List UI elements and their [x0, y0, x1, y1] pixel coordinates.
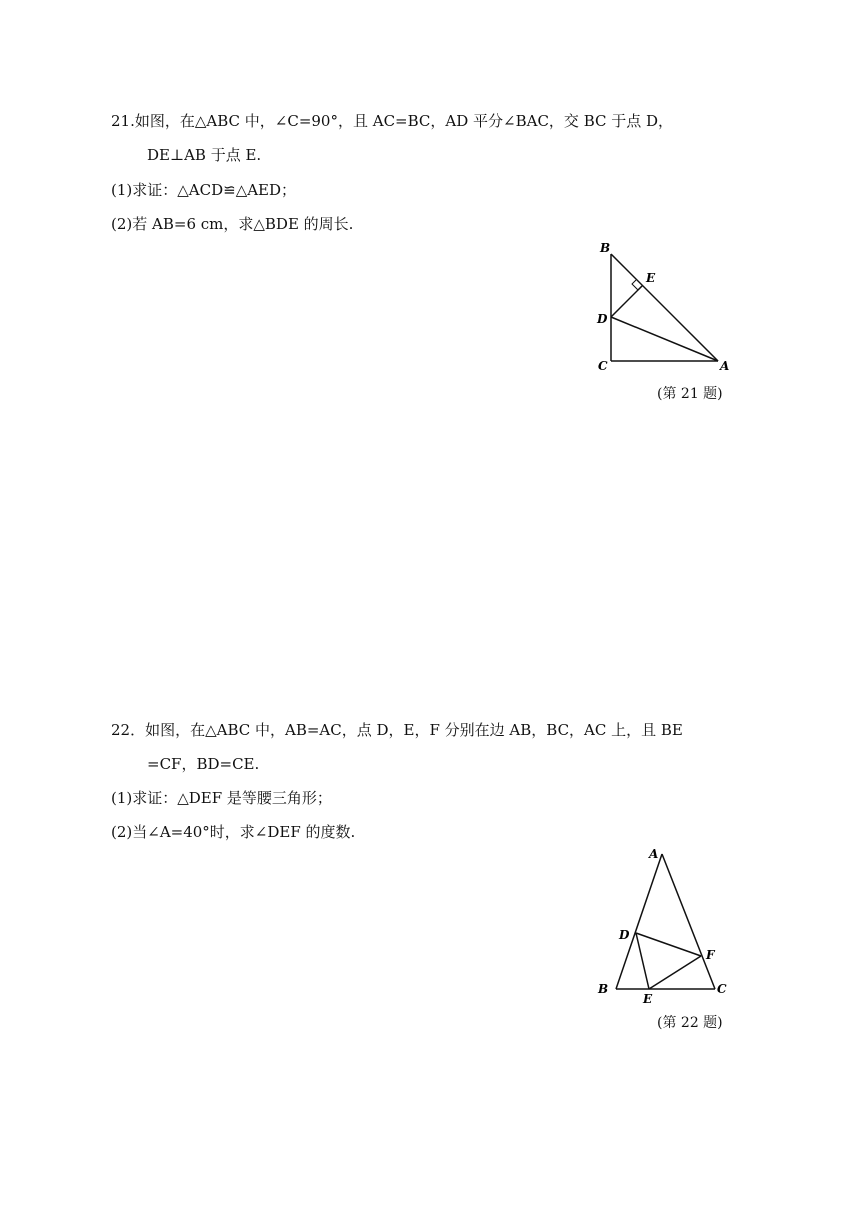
- segment-de: [611, 286, 642, 317]
- label-d: D: [597, 312, 608, 326]
- label-d: D: [619, 928, 630, 942]
- segment-ef: [649, 956, 701, 989]
- problem-21-figure: [590, 236, 740, 381]
- problem-21-part2: (2)若 AB=6 cm，求△BDE 的周长.: [111, 215, 354, 233]
- problem-21-statement-line2: DE⊥AB 于点 E.: [147, 146, 262, 164]
- label-f: F: [706, 948, 715, 962]
- problem-21-statement-line1: 21.如图，在△ABC 中，∠C=90°，且 AC=BC，AD 平分∠BAC，交 BC 于点 D，: [111, 112, 674, 130]
- label-c: C: [598, 359, 608, 373]
- segment-ab: [611, 254, 718, 361]
- segment-df: [636, 933, 701, 956]
- problem-22-figure: [590, 840, 740, 1010]
- segment-ad: [611, 317, 718, 361]
- segment-ab: [616, 854, 662, 989]
- label-c: C: [717, 982, 727, 996]
- label-e: E: [646, 271, 656, 285]
- problem-22-statement-line1: 22．如图，在△ABC 中，AB=AC，点 D，E，F 分别在边 AB，BC，AC 上，且 BE: [111, 721, 683, 739]
- segment-ac: [662, 854, 715, 989]
- label-e: E: [643, 992, 653, 1006]
- label-a: A: [720, 359, 730, 373]
- label-a: A: [649, 847, 659, 861]
- problem-22-part2: (2)当∠A=40°时，求∠DEF 的度数.: [111, 823, 356, 841]
- problem-21-part1: (1)求证：△ACD≌△AED；: [111, 181, 297, 199]
- problem-22-statement-line2: =CF，BD=CE.: [147, 755, 260, 773]
- label-b: B: [600, 241, 611, 255]
- problem-21-caption: (第 21 题): [657, 386, 723, 402]
- label-b: B: [598, 982, 609, 996]
- segment-de: [636, 933, 649, 989]
- problem-22-caption: (第 22 题): [657, 1015, 723, 1031]
- problem-22-part1: (1)求证：△DEF 是等腰三角形；: [111, 789, 332, 807]
